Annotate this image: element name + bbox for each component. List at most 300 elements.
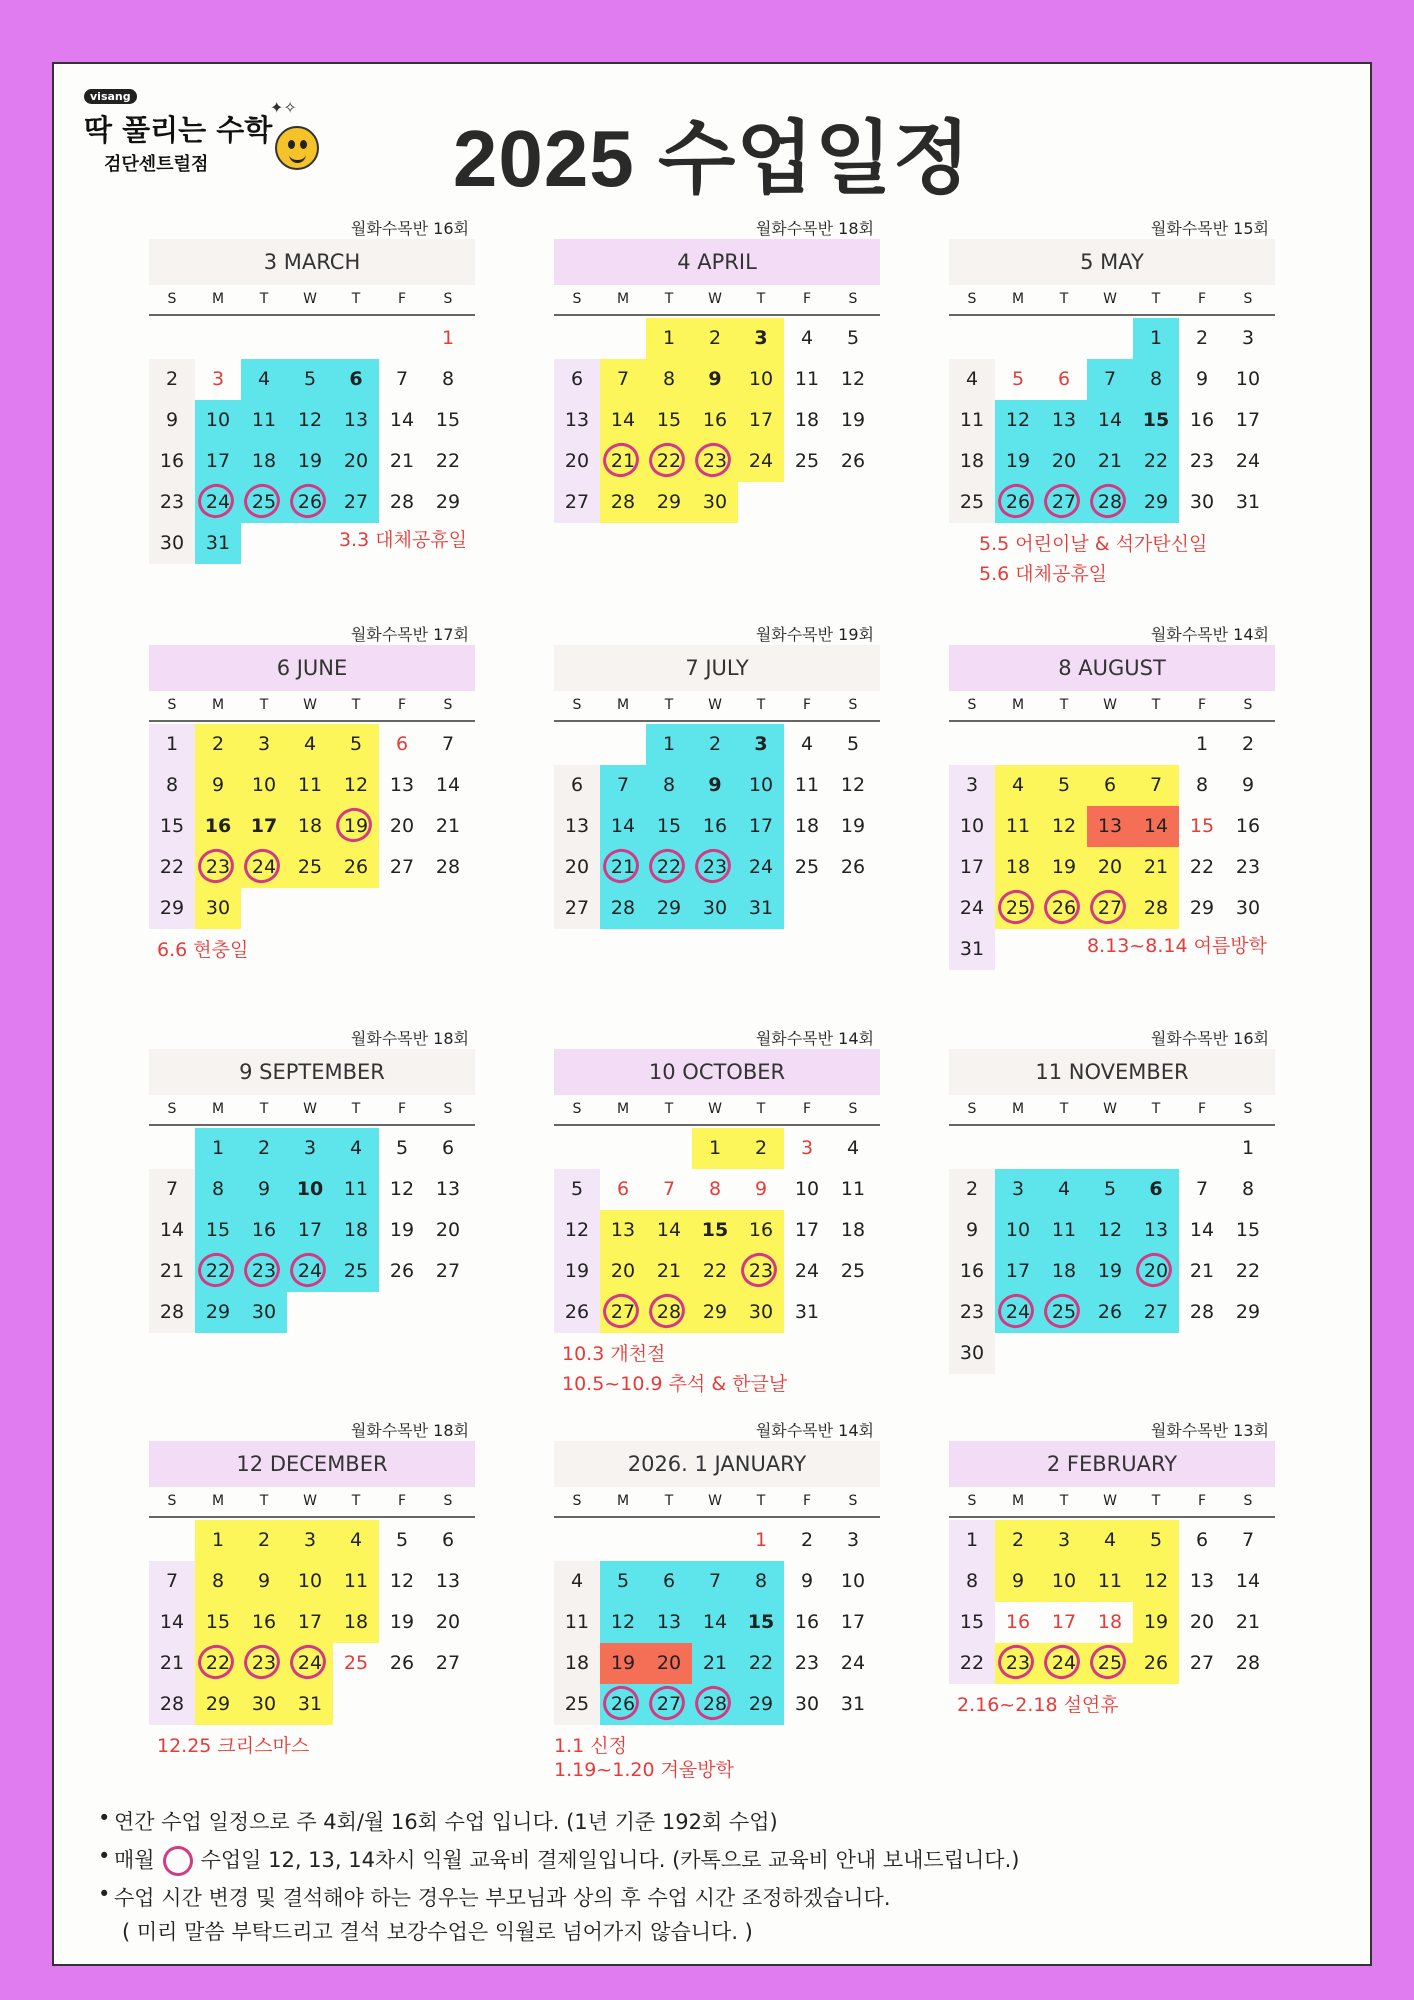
day-cell: 26 [840, 450, 866, 472]
payment-circle-icon [240, 480, 284, 522]
day-cell: 27 [554, 888, 600, 929]
day-cell: 13 [1189, 1570, 1215, 1592]
day-cell: 23 [949, 1292, 995, 1333]
day-cell: 1 [1195, 733, 1209, 755]
day-cell: 25 [1041, 1292, 1087, 1333]
day-cell: 10 [287, 1169, 333, 1210]
day-cell: 8 [195, 1561, 241, 1602]
day-cell: 17 [995, 1251, 1041, 1292]
day-cell: 4 [949, 359, 995, 400]
day-cell: 9 [800, 1570, 814, 1592]
day-cell: 27 [333, 482, 379, 523]
day-cell: 12 [389, 1178, 415, 1200]
day-cell: 16 [1235, 815, 1261, 837]
day-cell: 3 [241, 724, 287, 765]
day-cell: 13 [1133, 1210, 1179, 1251]
day-cell: 20 [1041, 441, 1087, 482]
payment-circle-icon [240, 1249, 284, 1291]
payment-circle-icon [645, 1290, 689, 1332]
day-cell: 19 [600, 1643, 646, 1684]
day-cell: 4 [1087, 1520, 1133, 1561]
day-cell: 1 [195, 1520, 241, 1561]
day-cell: 7 [1133, 765, 1179, 806]
day-cell: 15 [435, 409, 461, 431]
day-cell: 14 [600, 400, 646, 441]
day-cell: 30 [241, 1292, 287, 1333]
day-cell: 22 [738, 1643, 784, 1684]
day-cell: 6 [616, 1178, 630, 1200]
payment-circle-icon [599, 1682, 643, 1724]
month-title: 7 JULY [554, 645, 880, 691]
weekday-label: M [1011, 291, 1025, 307]
day-cell: 25 [554, 1684, 600, 1725]
day-cell: 20 [554, 847, 600, 888]
weekday-label: S [572, 291, 582, 307]
day-cell: 23 [195, 847, 241, 888]
weekday-label: M [211, 697, 225, 713]
day-cell: 28 [1235, 1652, 1261, 1674]
day-cell: 24 [840, 1652, 866, 1674]
day-cell: 14 [149, 1602, 195, 1643]
day-cell: 13 [646, 1602, 692, 1643]
day-cell: 31 [1235, 491, 1261, 513]
day-cell: 14 [1133, 806, 1179, 847]
day-cell: 6 [1057, 368, 1071, 390]
day-cell: 18 [1041, 1251, 1087, 1292]
day-cell: 5 [600, 1561, 646, 1602]
weekday-label: W [303, 697, 317, 713]
weekday-label: S [443, 697, 453, 713]
weekday-label: T [1059, 697, 1069, 713]
weekday-label: F [1197, 1493, 1207, 1509]
day-cell: 7 [149, 1561, 195, 1602]
day-cell: 17 [794, 1219, 820, 1241]
weekday-label: M [211, 1101, 225, 1117]
payment-circle-icon [1132, 1249, 1176, 1291]
day-cell: 2 [1241, 733, 1255, 755]
day-cell: 3 [287, 1128, 333, 1169]
day-cell: 24 [738, 441, 784, 482]
weekday-label: M [211, 1493, 225, 1509]
weekday-label: F [397, 1101, 407, 1117]
day-cell: 29 [692, 1292, 738, 1333]
day-cell: 3 [1241, 327, 1255, 349]
day-cell: 21 [600, 847, 646, 888]
day-cell: 19 [1087, 1251, 1133, 1292]
day-cell: 15 [195, 1602, 241, 1643]
weekday-label: M [1011, 1493, 1025, 1509]
day-cell: 18 [287, 806, 333, 847]
day-cell: 5 [1087, 1169, 1133, 1210]
weekday-label: T [259, 1101, 269, 1117]
day-cell: 6 [554, 765, 600, 806]
day-cell: 13 [435, 1570, 461, 1592]
weekday-label: T [351, 697, 361, 713]
day-cell: 16 [794, 1611, 820, 1633]
day-cell: 2 [995, 1520, 1041, 1561]
logo-tag: visang [84, 89, 137, 104]
day-cell: 13 [435, 1178, 461, 1200]
payment-circle-icon [994, 1641, 1038, 1683]
day-cell: 21 [600, 441, 646, 482]
weekday-label: S [1243, 291, 1253, 307]
weekday-label: S [1243, 1101, 1253, 1117]
day-cell: 5 [1041, 765, 1087, 806]
day-cell: 25 [995, 888, 1041, 929]
holiday-note: 5.6 대체공휴일 [979, 563, 1108, 585]
weekday-header [554, 1493, 880, 1513]
day-cell: 22 [149, 847, 195, 888]
day-cell: 9 [754, 1178, 768, 1200]
day-cell: 21 [646, 1251, 692, 1292]
day-cell: 16 [241, 1210, 287, 1251]
weekday-header [949, 1101, 1275, 1121]
day-cell: 25 [794, 856, 820, 878]
day-cell: 22 [1235, 1260, 1261, 1282]
footer-line-4: ( 미리 말씀 부탁드리고 결석 보강수업은 익월로 넘어가지 않습니다. ) [122, 1920, 753, 1944]
weekday-label: T [664, 1101, 674, 1117]
month-title: 6 JUNE [149, 645, 475, 691]
day-cell: 28 [600, 888, 646, 929]
day-cell: 19 [554, 1251, 600, 1292]
weekday-label: F [802, 1493, 812, 1509]
header-divider [149, 720, 475, 722]
day-cell: 21 [1133, 847, 1179, 888]
payment-circle-icon [645, 1682, 689, 1724]
day-cell: 18 [333, 1210, 379, 1251]
day-cell: 12 [554, 1210, 600, 1251]
day-cell: 22 [195, 1643, 241, 1684]
weekday-label: S [967, 1493, 977, 1509]
header-divider [149, 314, 475, 316]
day-cell: 2 [241, 1520, 287, 1561]
day-cell: 26 [389, 1652, 415, 1674]
weekday-label: T [1059, 291, 1069, 307]
sparkle-icon: ✦✧ [270, 98, 297, 117]
payment-circle-icon [1040, 480, 1084, 522]
day-cell: 8 [738, 1561, 784, 1602]
day-cell: 8 [708, 1178, 722, 1200]
holiday-note: 6.6 현충일 [157, 939, 249, 961]
day-cell: 12 [840, 368, 866, 390]
weekday-label: T [259, 697, 269, 713]
day-cell: 2 [692, 724, 738, 765]
weekday-label: W [708, 1493, 722, 1509]
weekday-label: M [616, 697, 630, 713]
day-cell: 17 [287, 1602, 333, 1643]
payment-circle-icon [737, 1249, 781, 1291]
payment-circle-icon [240, 1641, 284, 1683]
day-cell: 8 [195, 1169, 241, 1210]
day-cell: 8 [441, 368, 455, 390]
payment-circle-icon [286, 480, 330, 522]
day-cell: 24 [995, 1292, 1041, 1333]
day-cell: 30 [738, 1292, 784, 1333]
weekday-header [149, 1101, 475, 1121]
day-cell: 30 [149, 523, 195, 564]
holiday-note: 10.5~10.9 추석 & 한글날 [562, 1373, 788, 1395]
weekday-label: W [303, 291, 317, 307]
day-cell: 14 [646, 1210, 692, 1251]
day-cell: 24 [241, 847, 287, 888]
day-cell: 13 [554, 400, 600, 441]
day-cell: 19 [389, 1611, 415, 1633]
day-cell: 1 [1241, 1137, 1255, 1159]
weekday-label: W [1103, 291, 1117, 307]
day-cell: 10 [738, 359, 784, 400]
day-cell: 25 [1087, 1643, 1133, 1684]
day-cell: 29 [195, 1292, 241, 1333]
day-cell: 12 [1041, 806, 1087, 847]
payment-circle-icon [240, 845, 284, 887]
weekday-header [554, 1101, 880, 1121]
day-cell: 6 [1087, 765, 1133, 806]
day-cell: 9 [692, 359, 738, 400]
day-cell: 5 [1011, 368, 1025, 390]
payment-circle-icon [332, 804, 376, 846]
session-count: 월화수목반 14회 [1150, 625, 1269, 644]
day-cell: 28 [1133, 888, 1179, 929]
day-cell: 31 [195, 523, 241, 564]
weekday-label: F [802, 1101, 812, 1117]
payment-circle-icon [194, 1249, 238, 1291]
day-cell: 11 [995, 806, 1041, 847]
weekday-label: S [167, 1493, 177, 1509]
day-cell: 28 [646, 1292, 692, 1333]
holiday-note: 1.19~1.20 겨울방학 [554, 1759, 734, 1781]
day-cell: 10 [995, 1210, 1041, 1251]
day-cell: 17 [1235, 409, 1261, 431]
day-cell: 23 [1189, 450, 1215, 472]
day-cell: 30 [692, 888, 738, 929]
day-cell: 15 [646, 400, 692, 441]
day-cell: 9 [692, 765, 738, 806]
day-cell: 18 [840, 1219, 866, 1241]
day-cell: 8 [949, 1561, 995, 1602]
day-cell: 23 [1235, 856, 1261, 878]
day-cell: 23 [149, 482, 195, 523]
weekday-label: W [708, 1101, 722, 1117]
day-cell: 22 [949, 1643, 995, 1684]
day-cell: 17 [195, 441, 241, 482]
day-cell: 18 [949, 441, 995, 482]
day-cell: 20 [435, 1611, 461, 1633]
day-cell: 20 [1087, 847, 1133, 888]
day-cell: 14 [149, 1210, 195, 1251]
day-cell: 1 [754, 1529, 768, 1551]
day-cell: 24 [949, 888, 995, 929]
month-title: 9 SEPTEMBER [149, 1049, 475, 1095]
payment-circle-icon [286, 1641, 330, 1683]
day-cell: 23 [995, 1643, 1041, 1684]
weekday-label: S [848, 697, 858, 713]
day-cell: 29 [149, 888, 195, 929]
day-cell: 5 [287, 359, 333, 400]
day-cell: 15 [646, 806, 692, 847]
day-cell: 6 [441, 1137, 455, 1159]
day-cell: 8 [1241, 1178, 1255, 1200]
day-cell: 9 [195, 765, 241, 806]
day-cell: 24 [287, 1251, 333, 1292]
payment-circle-icon [194, 1641, 238, 1683]
payment-circle-icon [645, 439, 689, 481]
weekday-label: F [802, 291, 812, 307]
header-divider [554, 1516, 880, 1518]
logo-brand: 딱 풀리는 수학 [84, 113, 273, 147]
day-cell: 18 [1097, 1611, 1123, 1633]
weekday-label: T [259, 291, 269, 307]
day-cell: 17 [287, 1210, 333, 1251]
day-cell: 14 [600, 806, 646, 847]
header-divider [949, 720, 1275, 722]
day-cell: 11 [287, 765, 333, 806]
day-cell: 21 [389, 450, 415, 472]
payment-circle-icon [1086, 886, 1130, 928]
day-cell: 16 [1005, 1611, 1031, 1633]
weekday-label: F [1197, 697, 1207, 713]
weekday-label: T [1059, 1493, 1069, 1509]
weekday-label: T [756, 697, 766, 713]
month-title: 3 MARCH [149, 239, 475, 285]
day-cell: 23 [241, 1643, 287, 1684]
day-cell: 4 [800, 327, 814, 349]
day-cell: 4 [995, 765, 1041, 806]
day-cell: 7 [149, 1169, 195, 1210]
weekday-label: S [848, 1101, 858, 1117]
day-cell: 14 [692, 1602, 738, 1643]
weekday-label: T [1151, 697, 1161, 713]
day-cell: 19 [1133, 1602, 1179, 1643]
day-cell: 29 [1235, 1301, 1261, 1323]
day-cell: 9 [149, 400, 195, 441]
day-cell: 18 [794, 409, 820, 431]
day-cell: 21 [1087, 441, 1133, 482]
weekday-header [149, 1493, 475, 1513]
footer-line-3: • 수업 시간 변경 및 결석해야 하는 경우는 부모님과 상의 후 수업 시간 조정하겠습니다. [98, 1882, 891, 1910]
day-cell: 13 [554, 806, 600, 847]
weekday-label: S [443, 1101, 453, 1117]
header-divider [149, 1124, 475, 1126]
payment-circle-icon [599, 1290, 643, 1332]
day-cell: 20 [1133, 1251, 1179, 1292]
day-cell: 25 [287, 847, 333, 888]
day-cell: 25 [343, 1652, 369, 1674]
day-cell: 10 [195, 400, 241, 441]
session-count: 월화수목반 16회 [1150, 1029, 1269, 1048]
day-cell: 2 [1195, 327, 1209, 349]
day-cell: 9 [1241, 774, 1255, 796]
session-count: 월화수목반 15회 [1150, 219, 1269, 238]
day-cell: 6 [554, 359, 600, 400]
day-cell: 10 [1235, 368, 1261, 390]
day-cell: 21 [692, 1643, 738, 1684]
day-cell: 27 [1087, 888, 1133, 929]
day-cell: 9 [241, 1561, 287, 1602]
day-cell: 15 [195, 1210, 241, 1251]
month-title: 2 FEBRUARY [949, 1441, 1275, 1487]
day-cell: 7 [692, 1561, 738, 1602]
day-cell: 17 [738, 806, 784, 847]
day-cell: 31 [287, 1684, 333, 1725]
day-cell: 15 [949, 1602, 995, 1643]
day-cell: 22 [1133, 441, 1179, 482]
day-cell: 10 [840, 1570, 866, 1592]
day-cell: 22 [646, 847, 692, 888]
day-cell: 12 [333, 765, 379, 806]
day-cell: 20 [646, 1643, 692, 1684]
weekday-label: T [351, 291, 361, 307]
day-cell: 3 [287, 1520, 333, 1561]
weekday-label: S [1243, 697, 1253, 713]
day-cell: 17 [738, 400, 784, 441]
weekday-label: M [1011, 697, 1025, 713]
day-cell: 6 [395, 733, 409, 755]
day-cell: 22 [1189, 856, 1215, 878]
day-cell: 23 [738, 1251, 784, 1292]
weekday-label: S [967, 291, 977, 307]
day-cell: 27 [600, 1292, 646, 1333]
weekday-label: T [1151, 291, 1161, 307]
day-cell: 17 [241, 806, 287, 847]
day-cell: 25 [949, 482, 995, 523]
day-cell: 29 [646, 888, 692, 929]
weekday-label: W [303, 1101, 317, 1117]
day-cell: 18 [554, 1643, 600, 1684]
day-cell: 7 [1241, 1529, 1255, 1551]
day-cell: 3 [800, 1137, 814, 1159]
day-cell: 27 [435, 1652, 461, 1674]
day-cell: 2 [241, 1128, 287, 1169]
day-cell: 21 [435, 815, 461, 837]
holiday-note: 3.3 대체공휴일 [338, 529, 467, 551]
day-cell: 16 [195, 806, 241, 847]
day-cell: 7 [600, 359, 646, 400]
weekday-label: S [848, 291, 858, 307]
day-cell: 1 [949, 1520, 995, 1561]
payment-circle-icon [286, 1249, 330, 1291]
day-cell: 14 [1087, 400, 1133, 441]
day-cell: 7 [1087, 359, 1133, 400]
day-cell: 29 [1189, 897, 1215, 919]
day-cell: 20 [389, 815, 415, 837]
day-cell: 7 [395, 368, 409, 390]
day-cell: 3 [846, 1529, 860, 1551]
day-cell: 27 [1189, 1652, 1215, 1674]
day-cell: 3 [738, 724, 784, 765]
day-cell: 3 [211, 368, 225, 390]
payment-circle-icon [645, 845, 689, 887]
session-count: 월화수목반 18회 [755, 219, 874, 238]
day-cell: 4 [800, 733, 814, 755]
day-cell: 5 [846, 733, 860, 755]
day-cell: 10 [949, 806, 995, 847]
weekday-label: W [708, 697, 722, 713]
day-cell: 22 [646, 441, 692, 482]
day-cell: 4 [333, 1520, 379, 1561]
day-cell: 29 [1133, 482, 1179, 523]
weekday-label: F [397, 1493, 407, 1509]
day-cell: 3 [1041, 1520, 1087, 1561]
day-cell: 3 [949, 765, 995, 806]
month-title: 5 MAY [949, 239, 1275, 285]
day-cell: 16 [738, 1210, 784, 1251]
day-cell: 8 [1195, 774, 1209, 796]
day-cell: 4 [241, 359, 287, 400]
day-cell: 31 [840, 1693, 866, 1715]
day-cell: 9 [995, 1561, 1041, 1602]
holiday-note: 12.25 크리스마스 [157, 1735, 310, 1757]
day-cell: 13 [333, 400, 379, 441]
